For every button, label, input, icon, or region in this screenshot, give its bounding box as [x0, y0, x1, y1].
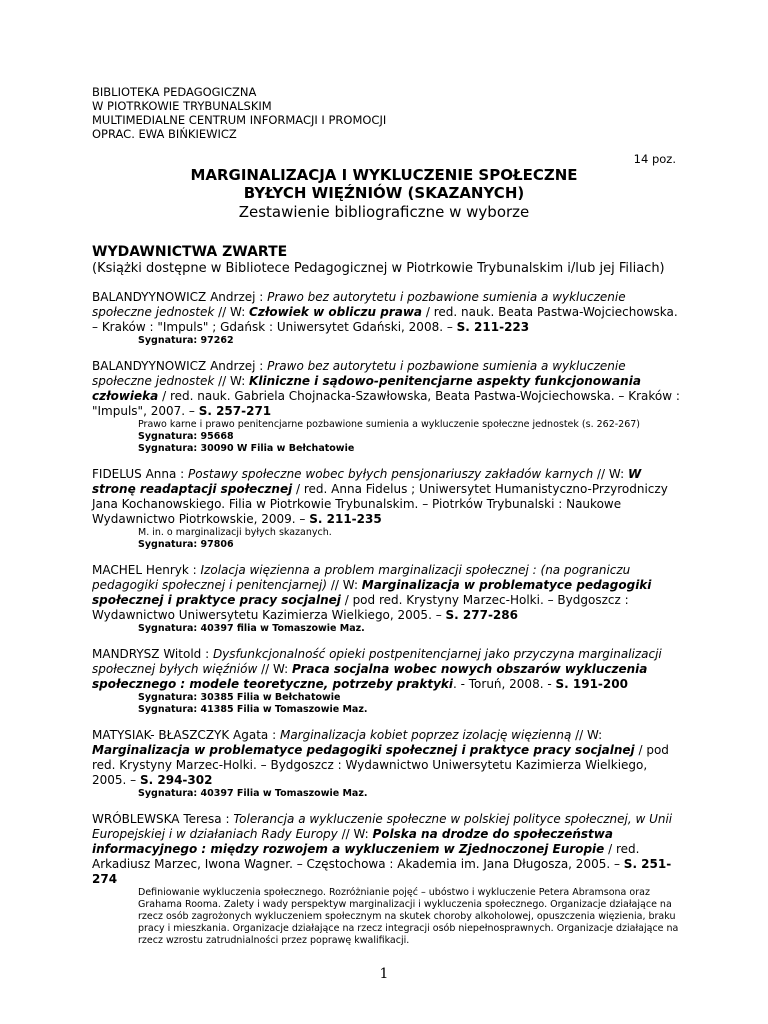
entry-book: Marginalizacja w problematyce pedagogiki społecznej i praktyce pracy socjalnej: [92, 578, 652, 607]
entry-in: // W:: [214, 305, 250, 319]
bibliography-entry: [92, 647, 682, 716]
entry-publication: / pod red. Krystyny Marzec-Holki. – Bydgoszcz : Wydawnictwo Uniwersytetu Kazimierza Wielkiego, 2005. –: [92, 743, 669, 787]
bibliography-entry: [92, 290, 682, 347]
page-subtitle: Zestawienie bibliograficzne w wyborze: [238, 203, 530, 221]
entry-book: W stronę readaptacji społecznej: [92, 467, 642, 496]
citation: [92, 467, 682, 527]
entry-in: // W:: [593, 467, 628, 481]
bibliography-entry: [92, 728, 682, 800]
bibliography-entry: [92, 467, 682, 551]
entry-signature: Sygnatura: 40397 Filia w Tomaszowie Maz.: [138, 788, 368, 799]
entry-in: // W:: [571, 728, 603, 742]
entry-book: Człowiek w obliczu prawa: [249, 305, 423, 319]
bibliography-list: [92, 290, 682, 959]
entry-signature: Sygnatura: 30385 Filia w Bełchatowie: [138, 692, 341, 703]
entry-pages: S. 211-235: [309, 512, 382, 526]
entry-signature: Sygnatura: 41385 Filia w Tomaszowie Maz.: [138, 704, 368, 715]
entry-pages: S. 294-302: [139, 773, 213, 787]
entry-pages: S. 211-223: [456, 320, 530, 334]
entry-title: Postawy społeczne wobec byłych pensjonariuszy zakładów karnych: [188, 467, 594, 481]
citation: [92, 647, 682, 692]
entry-author: MATYSIAK- BŁASZCZYK Agata :: [92, 728, 280, 742]
entry-publication: / red. Anna Fidelus ; Uniwersytet Humanistyczno-Przyrodniczy Jana Kochanowskiego. Filia w Piotrkowie Trybunalskim. – Piotrków Trybunalski : Naukowe Wydawnictwo Piotrkowskie, 2009. –: [92, 482, 668, 526]
entry-title: Tolerancja a wykluczenie społeczne w polskiej polityce społecznej, w Unii Europejskiej i w działaniach Rady Europy: [92, 812, 673, 841]
entry-title: Prawo bez autorytetu i pozbawione sumienia a wykluczenie społeczne jednostek: [92, 359, 626, 388]
title-block: [92, 166, 676, 222]
bibliography-entry: [92, 812, 682, 947]
entry-title: Prawo bez autorytetu i pozbawione sumienia a wykluczenie społeczne jednostek: [92, 290, 626, 319]
header-line: MULTIMEDIALNE CENTRUM INFORMACJI I PROMOCJI: [92, 113, 387, 127]
citation: [92, 728, 682, 788]
citation: [92, 290, 682, 335]
entry-pages: S. 191-200: [555, 677, 628, 691]
entry-publication: / red. nauk. Beata Pastwa-Wojciechowska. – Kraków : "Impuls" ; Gdańsk : Uniwersytet Gdański, 2008. –: [92, 305, 678, 334]
entry-signature: Sygnatura: 40397 filia w Tomaszowie Maz.: [138, 623, 365, 634]
entry-author: WRÓBLEWSKA Teresa :: [92, 812, 234, 826]
citation: [92, 812, 682, 887]
bibliography-entry: [92, 359, 682, 455]
entry-author: BALANDYYNOWICZ Andrzej :: [92, 359, 268, 373]
entry-book: Marginalizacja w problematyce pedagogiki społecznej i praktyce pracy socjalnej: [92, 743, 635, 757]
entry-author: FIDELUS Anna :: [92, 467, 189, 481]
entry-signature: Sygnatura: 97806: [138, 539, 234, 550]
entry-book: Kliniczne i sądowo-penitencjarne aspekty funkcjonowania człowieka: [92, 374, 641, 403]
entry-author: MANDRYSZ Witold :: [92, 647, 213, 661]
entry-signature: Sygnatura: 95668: [138, 431, 234, 442]
citation: [92, 563, 682, 623]
entry-in: // W:: [214, 374, 250, 388]
entry-publication: . - Toruń, 2008. -: [452, 677, 556, 691]
entry-title: Dysfunkcjonalność opieki postpenitencjarnej jako przyczyna marginalizacji społecznej byłych więźniów: [92, 647, 662, 676]
library-header: [92, 85, 386, 141]
page-title-line-2: BYŁYCH WIĘŹNIÓW (SKAZANYCH): [243, 184, 525, 202]
entry-note: M. in. o marginalizacji byłych skazanych.: [138, 527, 332, 538]
entry-publication: / red. Arkadiusz Marzec, Iwona Wagner. – Częstochowa : Akademia im. Jana Długosza, 2005. –: [92, 842, 640, 871]
header-line: BIBLIOTEKA PEDAGOGICZNA: [92, 85, 257, 99]
bibliography-entry: [92, 563, 682, 635]
item-count: 14 poz.: [633, 152, 676, 166]
entry-book: Polska na drodze do społeczeństwa informacyjnego : między rozwojem a wykluczeniem w Zjednoczonej Europie: [92, 827, 613, 856]
entry-author: BALANDYYNOWICZ Andrzej :: [92, 290, 268, 304]
header-line: OPRAC. EWA BIŃKIEWICZ: [92, 127, 237, 141]
entry-pages: S. 251-274: [92, 857, 672, 886]
page-number: 1: [379, 966, 389, 982]
entry-publication: / pod red. Krystyny Marzec-Holki. – Bydgoszcz : Wydawnictwo Uniwersytetu Kazimierza Wielkiego, 2005. –: [92, 593, 629, 622]
citation: [92, 359, 682, 419]
entry-author: MACHEL Henryk :: [92, 563, 201, 577]
entry-pages: S. 277-286: [445, 608, 518, 622]
entry-in: // W:: [327, 578, 362, 592]
page-title-line-1: MARGINALIZACJA I WYKLUCZENIE SPOŁECZNE: [190, 166, 578, 184]
section-header: [92, 244, 692, 277]
entry-note: Definiowanie wykluczenia społecznego. Rozróżnianie pojęć – ubóstwo i wykluczenie Petera Abramsona oraz Grahama Rooma. Zalety i wady perspektyw marginalizacji i wykluczenia społecznego. Organizacje działające na rzecz osób zagrożonych wykluczeniem społecznym na skutek choroby alkoholowej, opuszczenia więzienia, braku pracy i mieszkania. Organizacje działające na rzecz integracji osób niepełnosprawnych. Organizacje działające na rzecz wzrostu zatrudnialności przez poprawę kwalifikacji.: [138, 887, 679, 946]
header-line: W PIOTRKOWIE TRYBUNALSKIM: [92, 99, 272, 113]
entry-title: Izolacja więzienna a problem marginalizacji społecznej : (na pograniczu pedagogiki społecznej i penitencjarnej): [92, 563, 631, 592]
entry-note: Prawo karne i prawo penitencjarne pozbawione sumienia a wykluczenie społeczne jednostek (s. 262-267): [138, 419, 641, 430]
entry-signature: Sygnatura: 97262: [138, 335, 234, 346]
entry-in: // W:: [337, 827, 373, 841]
entry-in: // W:: [257, 662, 293, 676]
entry-book: Praca socjalna wobec nowych obszarów wykluczenia społecznego : modele teoretyczne, potrzeby praktyki: [92, 662, 648, 691]
entry-signature: Sygnatura: 30090 W Filia w Bełchatowie: [138, 443, 355, 454]
entry-pages: S. 257-271: [198, 404, 272, 418]
section-title: WYDAWNICTWA ZWARTE: [92, 244, 288, 260]
entry-title: Marginalizacja kobiet poprzez izolację więzienną: [279, 728, 572, 742]
section-subtitle: (Książki dostępne w Bibliotece Pedagogicznej w Piotrkowie Trybunalskim i/lub jej Filiach): [92, 261, 665, 276]
entry-publication: / red. nauk. Gabriela Chojnacka-Szawłowska, Beata Pastwa-Wojciechowska. – Kraków : "Impuls", 2007. –: [92, 389, 680, 418]
